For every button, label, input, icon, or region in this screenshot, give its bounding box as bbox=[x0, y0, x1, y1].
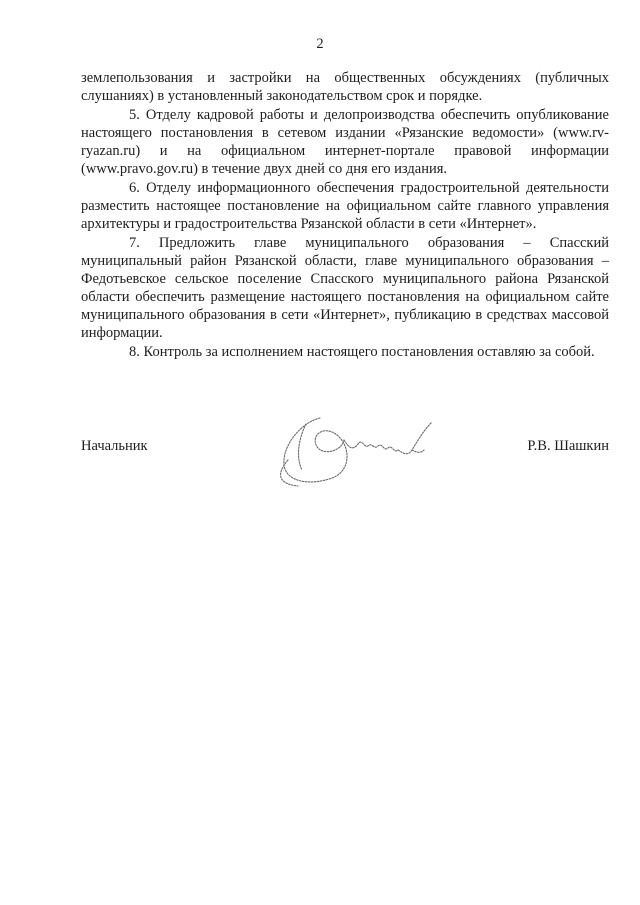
signer-title: Начальник bbox=[81, 438, 148, 454]
paragraph-item-5: 5. Отделу кадровой работы и делопроизводства обеспечить опубликование настоящего постановления в сетевом издании «Рязанские ведомости» (www.rv-ryazan.ru) и на официальном интернет-портале правовой информации (www.pravo.gov.ru) в течение двух дней со дня его издания. bbox=[81, 107, 609, 177]
paragraph-item-7: 7. Предложить главе муниципального образования – Спасский муниципальный район Рязанской области, главе муниципального образования – Федотьевское сельское поселение Спасского муниципального района Рязанской области обеспечить размещение настоящего постановления на официальном сайте муниципального образования в сети «Интернет», публикацию в средствах массовой информации. bbox=[81, 235, 609, 341]
signer-name: Р.В. Шашкин bbox=[527, 438, 609, 454]
paragraph-item-8: 8. Контроль за исполнением настоящего постановления оставляю за собой. bbox=[129, 344, 595, 360]
page-number: 2 bbox=[316, 36, 324, 52]
paragraph-item-6: 6. Отделу информационного обеспечения градостроительной деятельности разместить настоящее постановление на официальном сайте главного управления архитектуры и градостроительства Рязанской области в сети «Интернет». bbox=[81, 180, 609, 232]
signature-block bbox=[81, 438, 609, 458]
document-body bbox=[81, 69, 609, 361]
paragraph-continuation: землепользования и застройки на общественных обсуждениях (публичных слушаниях) в установленный законодательством срок и порядке. bbox=[81, 70, 609, 104]
